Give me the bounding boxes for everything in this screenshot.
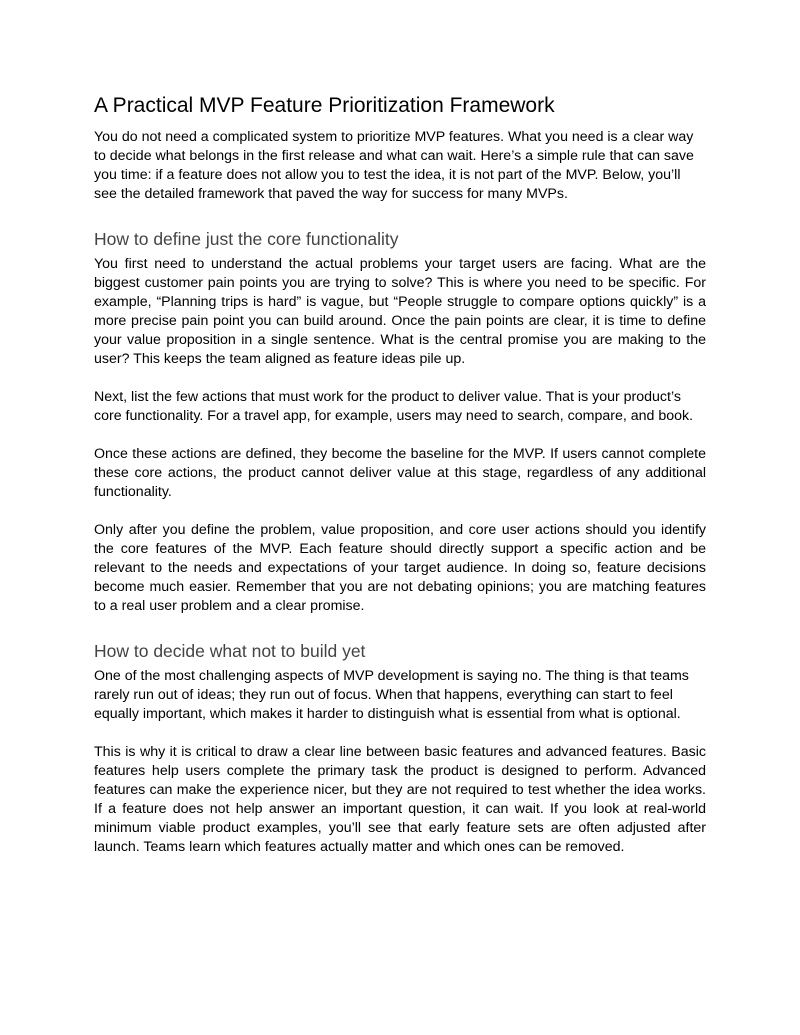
document-page: [94, 92, 706, 857]
section-paragraph: Only after you define the problem, value proposition, and core user actions should you identify the core features of the MVP. Each feature should directly support a specific action and be relevant to the needs and expectations of your target audience. In doing so, feature decisions become much easier. Remember that you are not debating opinions; you are matching features to a real user problem and a clear promise.: [94, 522, 706, 614]
intro-paragraph: You do not need a complicated system to prioritize MVP features. What you need is a clear way to decide what belongs in the first release and what can wait. Here’s a simple rule that can save you time: if a feature does not allow you to test the idea, it is not part of the MVP. Below, you’ll see the detailed framework that paved the way for success for many MVPs.: [94, 129, 694, 202]
section-what-not-to-build: [94, 639, 706, 857]
section-paragraph: This is why it is critical to draw a clear line between basic features and advanced features. Basic features help users complete the primary task the product is designed to perform. Advanced features can make the experience nicer, but they are not required to test whether the idea works. If a feature does not help answer an important question, it can wait. If you look at real-world minimum viable product examples, you’ll see that early feature sets are often adjusted after launch. Teams learn which features actually matter and which ones can be removed.: [94, 744, 706, 855]
section-heading: How to define just the core functionality: [94, 229, 399, 249]
section-paragraph: One of the most challenging aspects of MVP development is saying no. The thing is that teams rarely run out of ideas; they run out of focus. When that happens, everything can start to feel equally important, which makes it harder to distinguish what is essential from what is optional.: [94, 668, 689, 722]
section-heading: How to decide what not to build yet: [94, 641, 366, 661]
document-title: A Practical MVP Feature Prioritization Framework: [94, 94, 555, 117]
section-core-functionality: [94, 227, 706, 616]
section-paragraph: Once these actions are defined, they become the baseline for the MVP. If users cannot complete these core actions, the product cannot deliver value at this stage, regardless of any additional functionality.: [94, 446, 706, 500]
section-paragraph: You first need to understand the actual problems your target users are facing. What are the biggest customer pain points you are trying to solve? This is where you need to be specific. For example, “Planning trips is hard” is vague, but “People struggle to compare options quickly” is a more precise pain point you can build around. Once the pain points are clear, it is time to define your value proposition in a single sentence. What is the central promise you are making to the user? This keeps the team aligned as feature ideas pile up.: [94, 256, 706, 367]
section-paragraph: Next, list the few actions that must work for the product to deliver value. That is your product’s core functionality. For a travel app, for example, users may need to search, compare, and book.: [94, 389, 694, 424]
